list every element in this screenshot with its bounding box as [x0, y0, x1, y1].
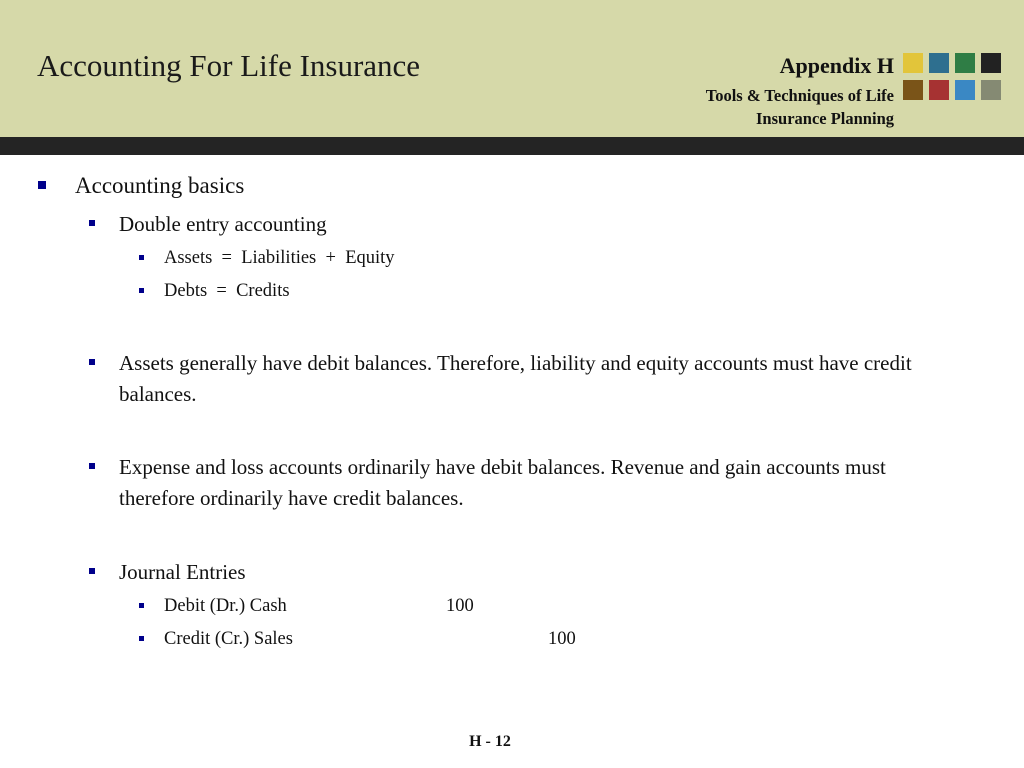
bullet-square-icon	[139, 636, 144, 641]
bullet-square-icon	[89, 568, 95, 574]
entry-credit-label: Credit (Cr.) Sales	[164, 629, 293, 649]
bullet-square-icon	[139, 603, 144, 608]
expense-paragraph: Expense and loss accounts ordinarily have debit balances. Revenue and gain accounts must therefore ordinarily have credit balances.	[119, 455, 886, 510]
equation-debts: Debts = Credits	[164, 281, 290, 301]
bullet-square-icon	[139, 255, 144, 260]
bullet-square-icon	[89, 220, 95, 226]
subtitle-line-1: Tools & Techniques of Life	[705, 86, 894, 105]
bullet-double-entry: Double entry accounting	[119, 212, 327, 236]
entry-debit-amount: 100	[446, 596, 474, 616]
slide-title: Accounting For Life Insurance	[37, 48, 421, 83]
bullet-journal-entries: Journal Entries	[119, 560, 246, 584]
page-number: H - 12	[469, 733, 511, 750]
assets-paragraph: Assets generally have debit balances. Therefore, liability and equity accounts must have credit balances.	[119, 351, 912, 406]
appendix-label: Appendix H	[779, 53, 894, 78]
entry-debit-label: Debit (Dr.) Cash	[164, 596, 287, 616]
subtitle-line-2: Insurance Planning	[756, 109, 894, 128]
bullet-square-icon	[139, 288, 144, 293]
entry-credit-amount: 100	[548, 629, 576, 649]
bullet-square-icon	[89, 359, 95, 365]
bullet-square-icon	[89, 463, 95, 469]
equation-assets: Assets = Liabilities + Equity	[164, 248, 395, 268]
bullet-square-icon	[38, 181, 46, 189]
bullet-accounting-basics: Accounting basics	[75, 173, 245, 198]
